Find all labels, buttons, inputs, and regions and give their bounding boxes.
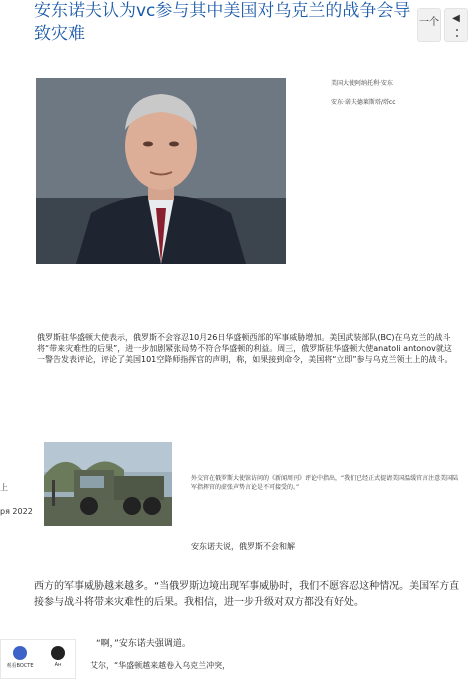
truck-illustration	[44, 442, 172, 526]
share-icon: ◀	[452, 13, 460, 24]
sub-caption: 安东诺夫说，俄罗斯不会和解	[191, 542, 295, 551]
article-headline: 安东诺夫认为vc参与其中美国对乌克兰的战争会导致灾难	[34, 1, 411, 44]
quote-line-2: 艾尔，“华盛顿越来越卷入乌克兰冲突，	[90, 661, 231, 670]
top-action-button-1-label: 一个	[419, 17, 439, 28]
photo-credit	[331, 80, 451, 118]
portrait-illustration	[36, 78, 286, 264]
extension-icon	[51, 646, 65, 660]
quote-line: “啊，”安东诺夫强调道。	[96, 639, 191, 649]
truck-photo-caption: 外交官在俄罗斯大使馆访问的《新闻周刊》评论中指出，“我们已经正式提请美国温缓官言注意美国陆军指挥官的虚张声势言论是不可接受的。”	[191, 475, 459, 491]
watch-news-label: 观看ВОСТЕ	[6, 663, 34, 669]
news-logo-icon	[13, 646, 27, 660]
dot-icon	[456, 35, 458, 37]
watch-news-button[interactable]	[1, 640, 39, 680]
photo-credit-line-2: 安东·诺夫德莱斯塔/塔cc	[331, 99, 396, 106]
top-action-button-1[interactable]	[417, 8, 441, 42]
side-panel-date: ря 2022	[0, 507, 33, 516]
bottom-bar	[0, 639, 76, 679]
dot-icon	[456, 29, 458, 31]
top-actions	[417, 8, 469, 52]
photo-credit-line-1: 美国大使阿纳托利·安东	[331, 80, 393, 87]
extension-button[interactable]	[39, 640, 77, 680]
article-paragraph-1: 俄罗斯驻华盛顿大使表示，俄罗斯不会容忍10月26日华盛顿西部的军事威胁增加。美国武装部队(BC)在乌克兰的战斗将“带来灾难性的后果”，进一步加剧紧张局势不符合华盛顿的利益。周三，俄罗斯驻华盛顿大使anatoli antonov就这一警告发表评论，评论了美国101空降师指挥官的声明，称，如果接到命令，美国将“立即”参与乌克兰领土上的战斗。	[37, 333, 453, 364]
hero-photo	[36, 78, 286, 264]
share-button[interactable]	[444, 8, 468, 42]
extension-label: Ан	[54, 662, 62, 668]
truck-photo	[44, 442, 172, 526]
side-panel-fragment: 上	[0, 483, 8, 492]
article-paragraph-2: 西方的军事威胁越来越多。“当俄罗斯边境出现军事威胁时，我们不愿容忍这种情况。美国军方直接参与战斗将带来灾难性的后果。我相信，进一步升级对双方都没有好处。	[34, 581, 460, 608]
